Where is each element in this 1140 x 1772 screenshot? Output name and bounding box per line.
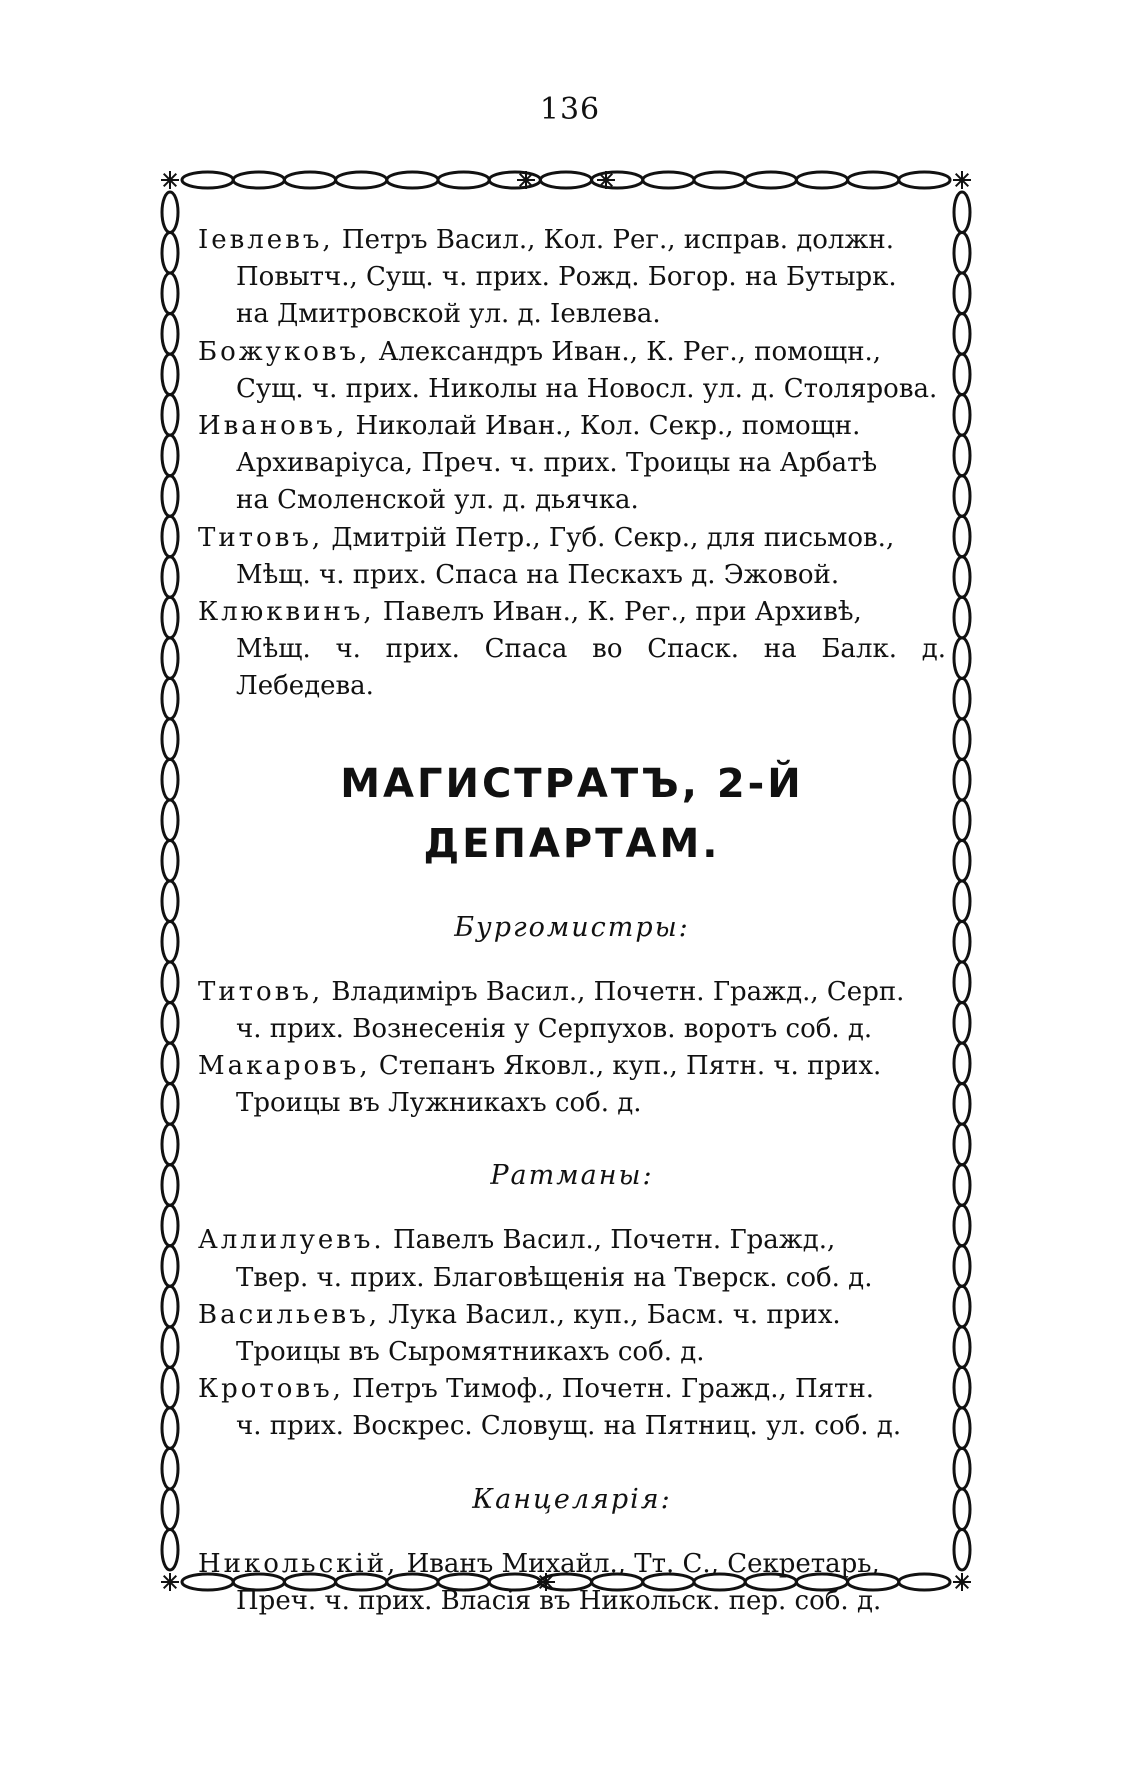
list-item [198,594,946,706]
subheading: Ратманы: [490,1160,654,1192]
entry-text: Мѣщ. ч. прих. Спаса во Спаск. на Балк. д. Лебедева. [236,634,946,702]
entry-text: Владиміръ Васил., Почетн. Гражд., Серп. [331,976,905,1007]
entry-text: Николай Иван., Кол. Секр., помощн. [355,411,861,442]
entry-text: Мѣщ. ч. прих. Спаса на Пескахъ д. Эжовой. [236,559,840,590]
list-item [198,1297,946,1371]
entry-text: Твер. ч. прих. Благовѣщенія на Тверск. соб. д. [236,1262,873,1293]
subheading: Канцелярія: [472,1483,672,1515]
section-title: МАГИСТРАТЪ, 2-Й ДЕПАРТАМ. [340,760,804,867]
entry-text: Павелъ Иван., К. Рег., при Архивѣ, [382,597,862,628]
list-item [198,974,946,1048]
entry-surname: Васильевъ, [198,1299,381,1330]
entry-text: Троицы въ Лужникахъ соб. д. [236,1088,642,1119]
entry-text: Повытч., Сущ. ч. прих. Рожд. Богор. на Бутырк. [236,262,897,293]
entry-text: Павелъ Васил., Почетн. Гражд., [392,1225,836,1256]
entry-text: Дмитрій Петр., Губ. Секр., для письмов., [331,522,895,553]
entry-surname: Ивановъ, [198,411,348,442]
group-chancellery [198,1480,946,1620]
list-item [198,1048,946,1122]
entry-surname: Макаровъ, [198,1051,371,1082]
entry-surname: Аллилуевъ. [198,1225,385,1256]
entry-text: Александръ Иван., К. Рег., помощн., [378,336,882,367]
entry-text: на Дмитровской ул. д. Іевлева. [236,299,661,330]
list-item [198,520,946,594]
list-item [198,1222,946,1296]
entry-text: ч. прих. Воскрес. Словущ. на Пятниц. ул. соб. д. [236,1411,902,1442]
group-burgomasters [198,908,946,1123]
entry-text: Петръ Тимоф., Почетн. Гражд., Пятн. [352,1374,875,1405]
list-item [198,1546,946,1620]
list-item [198,408,946,520]
entry-text: Преч. ч. прих. Власія въ Никольск. пер. соб. д. [236,1585,882,1616]
entry-surname: Клюквинъ, [198,597,375,628]
entry-surname: Божуковъ, [198,336,371,367]
list-item [198,334,946,408]
entry-text: Лука Васил., куп., Басм. ч. прих. [388,1299,841,1330]
entry-text: ч. прих. Вознесенія у Серпухов. воротъ соб. д. [236,1013,873,1044]
page-content [198,222,946,1620]
list-item [198,1371,946,1445]
entry-surname: Титовъ, [198,976,324,1007]
entry-text: Петръ Васил., Кол. Рег., исправ. должн. [341,225,894,255]
entry-text: Сущ. ч. прих. Николы на Новосл. ул. д. Столярова. [236,373,938,404]
group-ratmans [198,1156,946,1445]
list-item [198,222,946,334]
entry-surname: Титовъ, [198,522,324,553]
entry-surname: Кротовъ, [198,1374,344,1405]
page-number: 136 [539,92,601,127]
entry-text: на Смоленской ул. д. дьячка. [236,485,639,516]
subheading: Бургомистры: [454,911,690,943]
entry-text: Троицы въ Сыромятникахъ соб. д. [236,1337,705,1368]
entry-text: Иванъ Михайл., Тт. С., Секретарь, [406,1548,880,1579]
entry-text: Степанъ Яковл., куп., Пятн. ч. прих. [378,1051,882,1082]
entry-text: Архиваріуса, Преч. ч. прих. Троицы на Арбатѣ [236,448,878,479]
entries-top [198,222,946,706]
entry-surname: Іевлевъ, [198,225,334,255]
entry-surname: Никольскій, [198,1548,399,1579]
